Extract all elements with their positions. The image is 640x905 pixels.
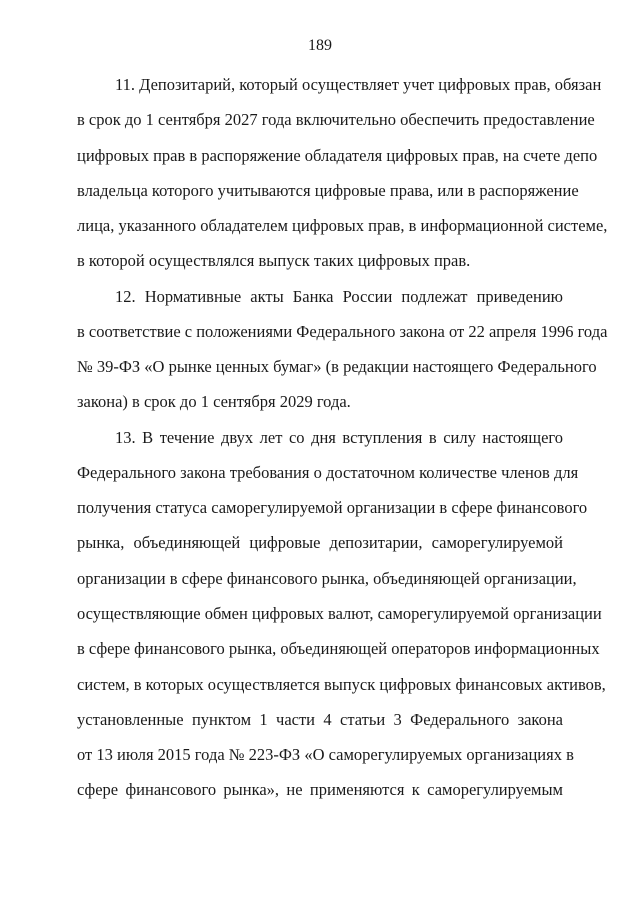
text-line: владельца которого учитываются цифровые права, или в распоряжение — [77, 181, 579, 200]
text-line: 12. Нормативные акты Банка России подлежат приведению — [115, 287, 563, 306]
text-line: цифровых прав в распоряжение обладателя цифровых прав, на счете депо — [77, 146, 598, 165]
text-line: сфере финансового рынка», не применяются к саморегулируемым — [77, 780, 563, 799]
text-line: лица, указанного обладателем цифровых прав, в информационной системе, — [77, 216, 608, 235]
text-line: организации в сфере финансового рынка, объединяющей организации, — [77, 569, 577, 588]
text-line: в соответствие с положениями Федерального закона от 22 апреля 1996 года — [77, 322, 608, 341]
text-line: в сфере финансового рынка, объединяющей операторов информационных — [77, 639, 600, 658]
text-line: закона) в срок до 1 сентября 2029 года. — [77, 392, 351, 411]
text-line: 11. Депозитарий, который осуществляет учет цифровых прав, обязан — [115, 75, 602, 94]
text-line: Федерального закона требования о достаточном количестве членов для — [77, 463, 579, 482]
text-line: в срок до 1 сентября 2027 года включительно обеспечить предоставление — [77, 110, 595, 129]
text-line: 13. В течение двух лет со дня вступления в силу настоящего — [115, 428, 563, 447]
text-line: получения статуса саморегулируемой организации в сфере финансового — [77, 498, 588, 517]
text-line: в которой осуществлялся выпуск таких цифровых прав. — [77, 251, 471, 270]
text-line: от 13 июля 2015 года № 223-ФЗ «О саморегулируемых организациях в — [77, 745, 574, 764]
text-line: установленные пунктом 1 части 4 статьи 3 Федерального закона — [77, 710, 563, 729]
page-number: 189 — [308, 37, 332, 54]
text-line: осуществляющие обмен цифровых валют, саморегулируемой организации — [77, 604, 602, 623]
text-line: рынка, объединяющей цифровые депозитарии, саморегулируемой — [77, 533, 563, 552]
text-line: систем, в которых осуществляется выпуск цифровых финансовых активов, — [77, 675, 606, 694]
text-line: № 39-ФЗ «О рынке ценных бумаг» (в редакции настоящего Федерального — [77, 357, 597, 376]
